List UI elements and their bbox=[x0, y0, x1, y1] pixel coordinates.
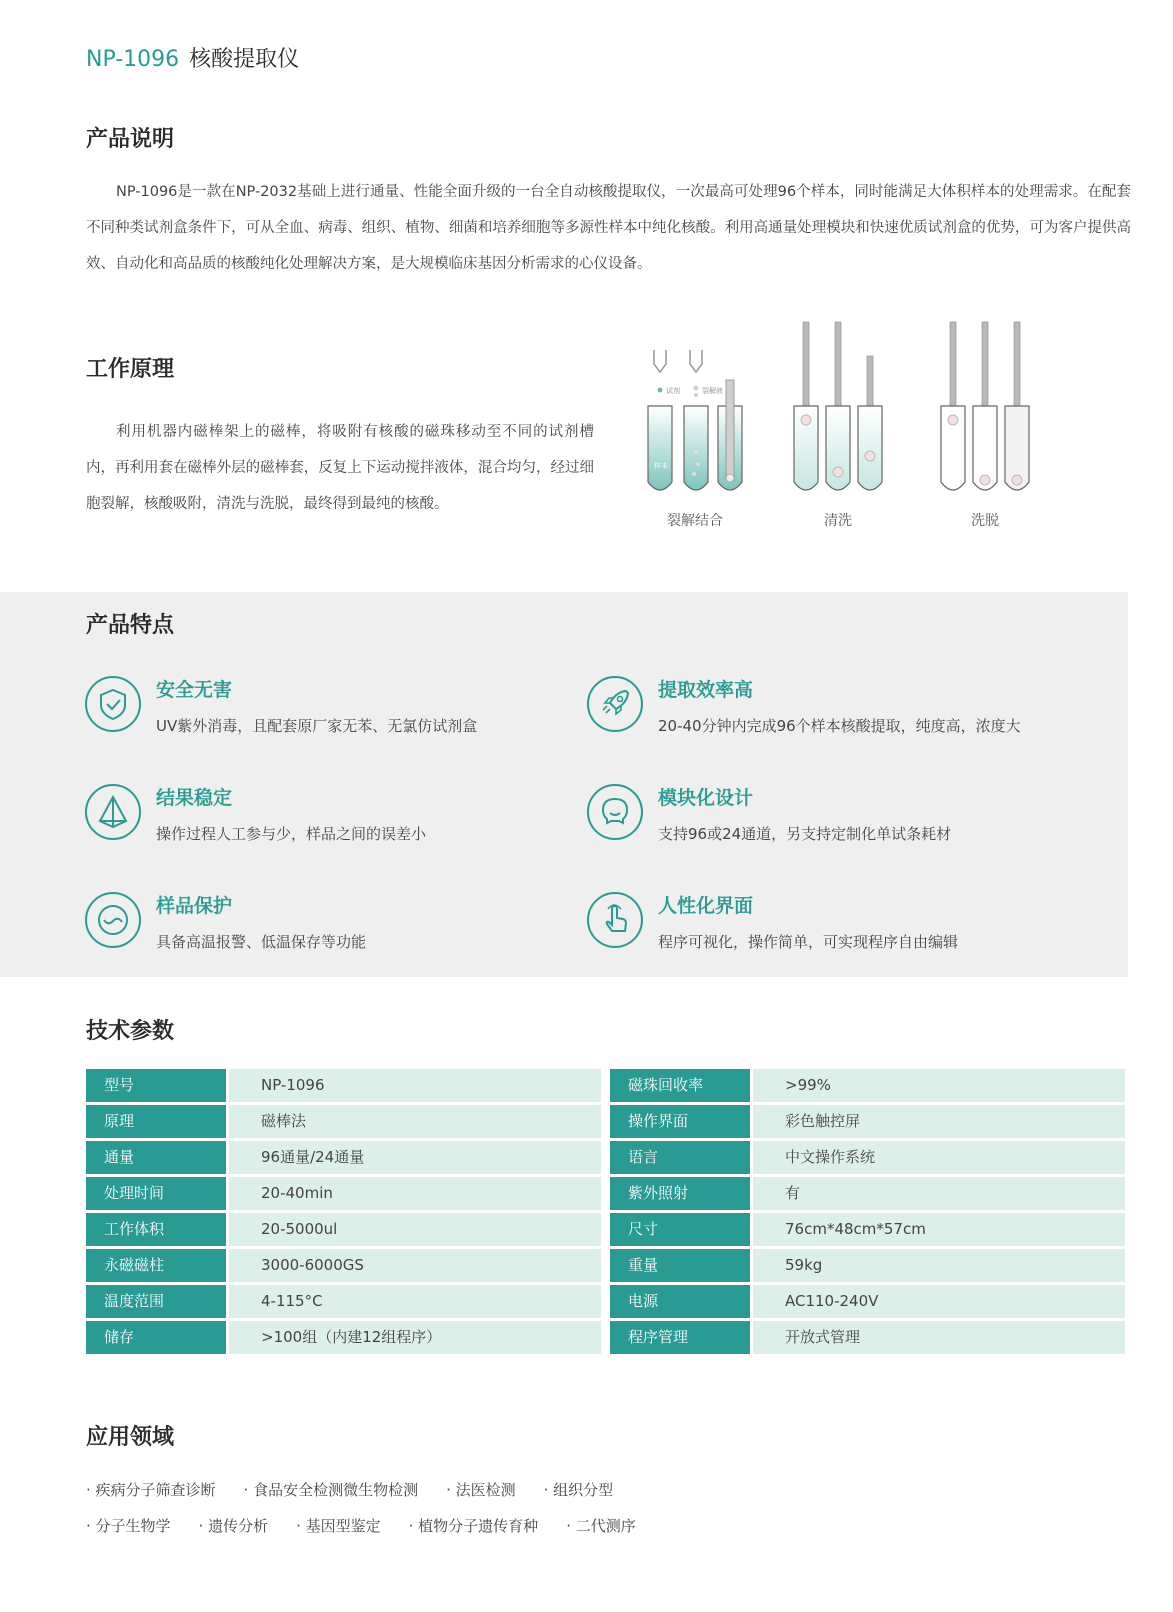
spec-key: 磁珠回收率 bbox=[610, 1069, 750, 1102]
spec-value: 3000-6000GS bbox=[229, 1249, 601, 1282]
spec-value: NP-1096 bbox=[229, 1069, 601, 1102]
spec-value: >99% bbox=[753, 1069, 1125, 1102]
touch-hand-icon bbox=[586, 891, 644, 949]
list-item: · 食品安全检测微生物检测 bbox=[243, 1481, 419, 1499]
module-icon bbox=[586, 783, 644, 841]
table-row bbox=[86, 1141, 601, 1174]
table-row bbox=[610, 1249, 1125, 1282]
spec-table-right bbox=[610, 1069, 1125, 1357]
feature-desc: 程序可视化，操作简单，可实现程序自由编辑 bbox=[658, 933, 959, 951]
tube-group-wash bbox=[794, 322, 882, 490]
table-row bbox=[610, 1213, 1125, 1246]
spec-value: 4-115°C bbox=[229, 1285, 601, 1318]
table-row bbox=[86, 1177, 601, 1210]
spec-key: 操作界面 bbox=[610, 1105, 750, 1138]
spec-table-left bbox=[86, 1069, 601, 1357]
reagent-label: 试剂 bbox=[666, 387, 680, 395]
feature-desc: 具备高温报警、低温保存等功能 bbox=[156, 933, 367, 951]
stage-label: 洗脱 bbox=[971, 513, 999, 529]
spec-key: 处理时间 bbox=[86, 1177, 226, 1210]
feature-desc: 操作过程人工参与少，样品之间的误差小 bbox=[156, 825, 427, 843]
table-row bbox=[86, 1249, 601, 1282]
description-text: NP-1096是一款在NP-2032基础上进行通量、性能全面升级的一台全自动核酸提取仪，一次最高可处理96个样本，同时能满足大体积样本的处理需求。在配套不同种类试剂盒条件下，可从全血、病毒、组织、植物、细菌和培养细胞等多源性样本中纯化核酸。利用高通量处理模块和快速优质试剂盒的优势，可为客户提供高效、自动化和高品质的核酸纯化处理解决方案，是大规模临床基因分析需求的心仪设备。 bbox=[86, 184, 1131, 272]
spec-key: 重量 bbox=[610, 1249, 750, 1282]
list-item: · 法医检测 bbox=[446, 1481, 516, 1499]
spec-key: 储存 bbox=[86, 1321, 226, 1354]
table-row bbox=[610, 1177, 1125, 1210]
spec-key: 工作体积 bbox=[86, 1213, 226, 1246]
water-drop-icon bbox=[84, 891, 142, 949]
table-row bbox=[610, 1141, 1125, 1174]
pyramid-icon bbox=[84, 783, 142, 841]
feature-desc: 20-40分钟内完成96个样本核酸提取，纯度高，浓度大 bbox=[658, 717, 1021, 735]
table-row bbox=[610, 1105, 1125, 1138]
table-row bbox=[86, 1321, 601, 1354]
feature-desc: UV紫外消毒，且配套原厂家无苯、无氯仿试剂盒 bbox=[156, 717, 478, 735]
feature-item bbox=[84, 891, 604, 961]
spec-key: 尺寸 bbox=[610, 1213, 750, 1246]
specs-heading: 技术参数 bbox=[86, 1019, 175, 1044]
pipette-icon bbox=[654, 350, 702, 372]
feature-item bbox=[586, 675, 1106, 745]
list-item: · 二代测序 bbox=[566, 1517, 636, 1535]
product-name: 核酸提取仪 bbox=[189, 47, 300, 72]
table-row bbox=[86, 1105, 601, 1138]
tube-group-elute bbox=[941, 322, 1029, 490]
applications-row bbox=[86, 1479, 641, 1500]
spec-value: AC110-240V bbox=[753, 1285, 1125, 1318]
principle-text: 利用机器内磁棒架上的磁棒，将吸附有核酸的磁珠移动至不同的试剂槽内，再利用套在磁棒外层的磁棒套，反复上下运动搅拌液体，混合均匀，经过细胞裂解，核酸吸附，清洗与洗脱，最终得到最纯的核酸。 bbox=[86, 424, 594, 512]
spec-value: >100组（内建12组程序） bbox=[229, 1321, 601, 1354]
feature-item bbox=[586, 891, 1106, 961]
principle-figure bbox=[654, 322, 1080, 552]
table-row bbox=[86, 1285, 601, 1318]
description-heading: 产品说明 bbox=[86, 127, 175, 152]
spec-value: 有 bbox=[753, 1177, 1125, 1210]
spec-value: 20-5000ul bbox=[229, 1213, 601, 1246]
model-number: NP-1096 bbox=[86, 47, 180, 72]
applications-heading: 应用领域 bbox=[86, 1425, 175, 1450]
feature-title: 结果稳定 bbox=[156, 787, 233, 809]
table-row bbox=[86, 1213, 601, 1246]
feature-title: 提取效率高 bbox=[658, 679, 754, 701]
spec-value: 76cm*48cm*57cm bbox=[753, 1213, 1125, 1246]
feature-item bbox=[84, 783, 604, 853]
table-row bbox=[610, 1069, 1125, 1102]
list-item: · 组织分型 bbox=[543, 1481, 614, 1499]
spec-key: 通量 bbox=[86, 1141, 226, 1174]
stage-label: 裂解结合 bbox=[667, 513, 723, 529]
spec-key: 原理 bbox=[86, 1105, 226, 1138]
list-item: · 基因型鉴定 bbox=[296, 1517, 381, 1535]
spec-key: 电源 bbox=[610, 1285, 750, 1318]
principle-heading: 工作原理 bbox=[86, 357, 175, 382]
page-title bbox=[86, 42, 299, 73]
table-row bbox=[86, 1069, 601, 1102]
applications-row bbox=[86, 1515, 664, 1536]
feature-title: 安全无害 bbox=[156, 679, 233, 701]
table-row bbox=[610, 1285, 1125, 1318]
spec-value: 开放式管理 bbox=[753, 1321, 1125, 1354]
spec-value: 96通量/24通量 bbox=[229, 1141, 601, 1174]
spec-key: 语言 bbox=[610, 1141, 750, 1174]
table-row bbox=[610, 1321, 1125, 1354]
spec-value: 中文操作系统 bbox=[753, 1141, 1125, 1174]
feature-desc: 支持96或24通道，另支持定制化单试条耗材 bbox=[658, 825, 952, 843]
spec-value: 彩色触控屏 bbox=[753, 1105, 1125, 1138]
lysis-label: 裂解液 bbox=[702, 387, 723, 395]
feature-title: 人性化界面 bbox=[658, 895, 754, 917]
list-item: · 疾病分子筛查诊断 bbox=[86, 1481, 216, 1499]
spec-key: 紫外照射 bbox=[610, 1177, 750, 1210]
list-item: · 分子生物学 bbox=[86, 1517, 171, 1535]
spec-key: 型号 bbox=[86, 1069, 226, 1102]
rocket-icon bbox=[586, 675, 644, 733]
feature-title: 模块化设计 bbox=[658, 787, 754, 809]
spec-value: 20-40min bbox=[229, 1177, 601, 1210]
spec-key: 温度范围 bbox=[86, 1285, 226, 1318]
feature-item bbox=[586, 783, 1106, 853]
stage-label: 清洗 bbox=[824, 513, 852, 529]
list-item: · 遗传分析 bbox=[198, 1517, 269, 1535]
feature-item bbox=[84, 675, 604, 745]
feature-title: 样品保护 bbox=[156, 895, 233, 917]
list-item: · 植物分子遗传育种 bbox=[408, 1517, 539, 1535]
shield-check-icon bbox=[84, 675, 142, 733]
spec-key: 永磁磁柱 bbox=[86, 1249, 226, 1282]
sample-label: 样本 bbox=[654, 462, 668, 470]
spec-value: 磁棒法 bbox=[229, 1105, 601, 1138]
spec-key: 程序管理 bbox=[610, 1321, 750, 1354]
features-heading: 产品特点 bbox=[86, 613, 175, 638]
spec-value: 59kg bbox=[753, 1249, 1125, 1282]
